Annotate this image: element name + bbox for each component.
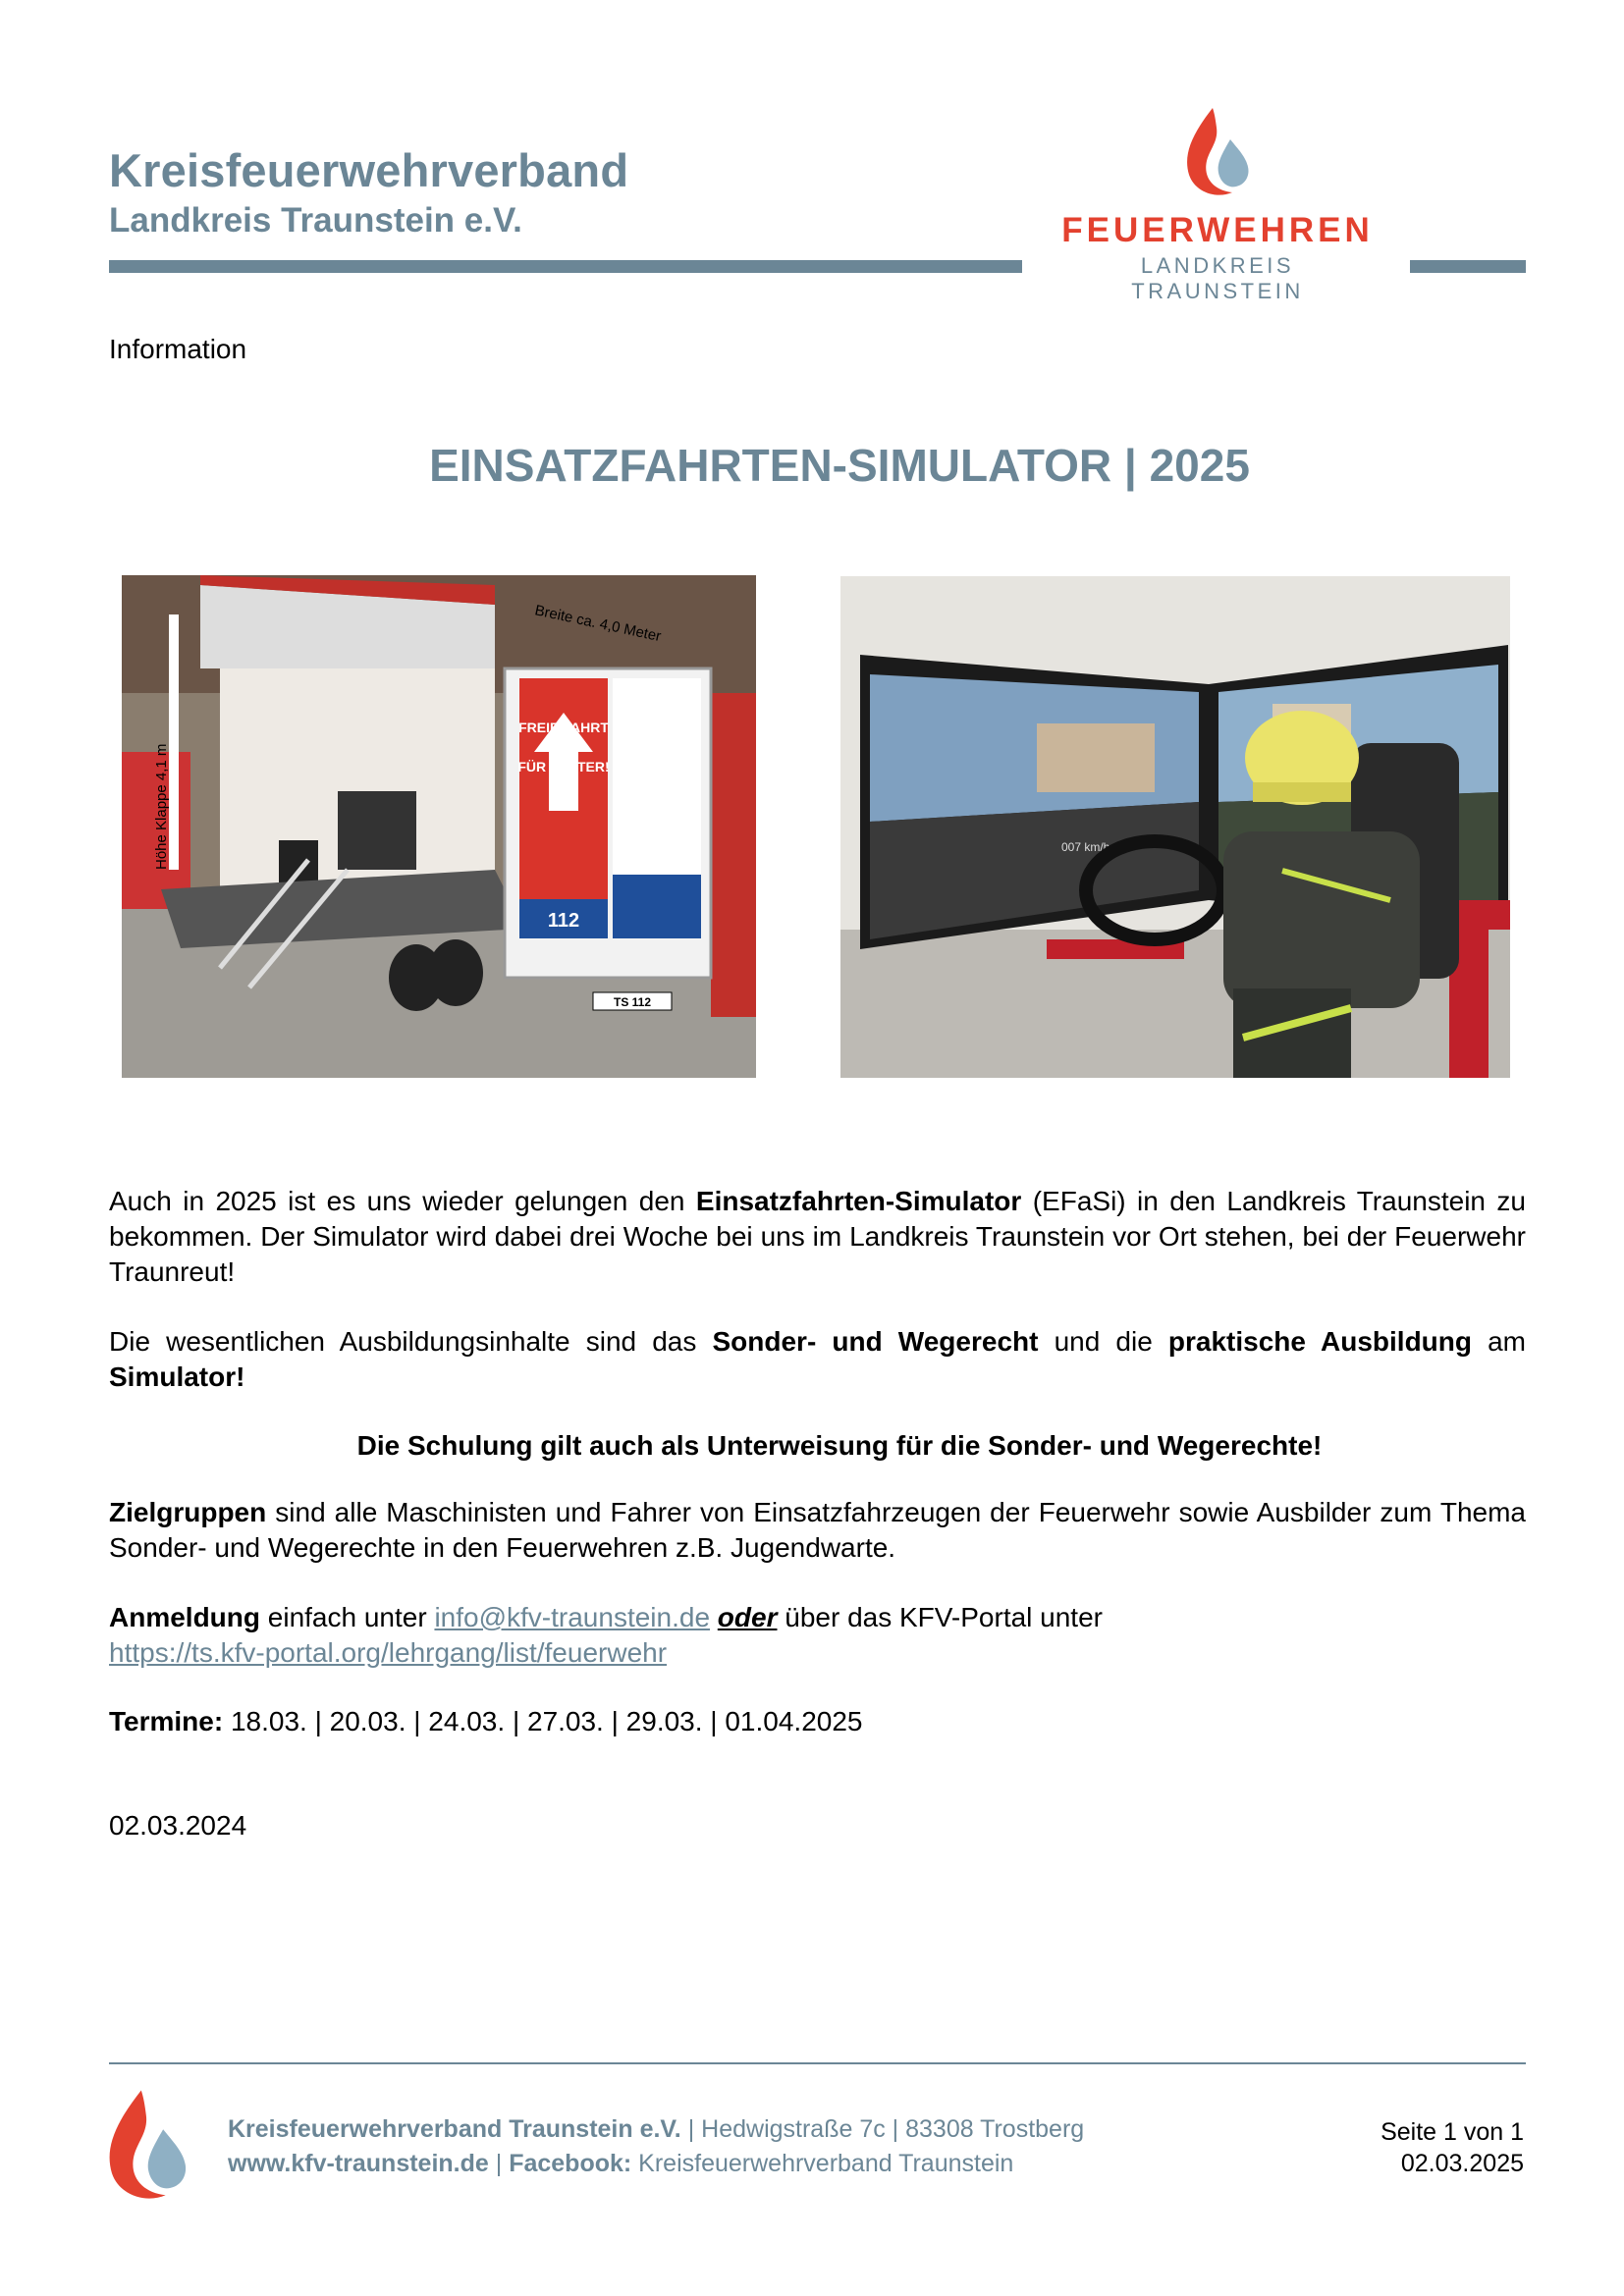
training-text-1: Die wesentlichen Ausbildungsinhalte sind das bbox=[109, 1326, 713, 1357]
page-number: Seite 1 von 1 bbox=[1380, 2118, 1524, 2146]
document-date: 02.03.2024 bbox=[109, 1810, 247, 1841]
target-groups-text: sind alle Maschinisten und Fahrer von Einsatzfahrzeugen der Feuerwehr sowie Ausbilder zum Thema Sonder- und Wegerechte in den Feuerwehren z.B. Jugendwarte. bbox=[109, 1497, 1526, 1563]
flame-drop-logo-icon bbox=[1183, 106, 1252, 199]
height-dimension-label: Höhe Klappe 4,1 m bbox=[153, 743, 170, 870]
photo-simulator-trailer bbox=[122, 575, 756, 1078]
training-text-2: und die bbox=[1038, 1326, 1168, 1357]
paragraph-registration bbox=[109, 1600, 1526, 1671]
training-bold-3: Simulator! bbox=[109, 1362, 245, 1392]
footer-org-name: Kreisfeuerwehrverband Traunstein e.V. bbox=[228, 2115, 681, 2143]
paragraph-highlight: Die Schulung gilt auch als Unterweisung für die Sonder- und Wegerechte! bbox=[356, 1430, 1323, 1461]
training-bold-1: Sonder- und Wegerecht bbox=[712, 1326, 1039, 1357]
paragraph-target-groups bbox=[109, 1495, 1526, 1566]
footer-separator: | bbox=[488, 2150, 510, 2177]
footer-facebook-label: Facebook: bbox=[509, 2150, 632, 2177]
portal-url-link[interactable]: https://ts.kfv-portal.org/lehrgang/list/feuerwehr bbox=[109, 1637, 668, 1668]
header-rule-left bbox=[109, 260, 1022, 273]
document-title: EINSATZFAHRTEN-SIMULATOR | 2025 bbox=[429, 440, 1250, 491]
training-text-3: am bbox=[1472, 1326, 1527, 1357]
footer-web bbox=[228, 2150, 1013, 2178]
target-groups-label: Zielgruppen bbox=[109, 1497, 267, 1527]
width-dimension-label: Breite ca. 4,0 Meter bbox=[533, 602, 663, 646]
footer-address-text: | Hedwigstraße 7c | 83308 Trostberg bbox=[680, 2115, 1085, 2143]
header-rule-right bbox=[1410, 260, 1526, 273]
paragraph-dates bbox=[109, 1704, 1526, 1739]
footer-flame-drop-icon bbox=[104, 2088, 190, 2204]
footer-facebook-name: Kreisfeuerwehrverband Traunstein bbox=[631, 2150, 1014, 2177]
photo-driving-simulator bbox=[840, 576, 1510, 1078]
registration-oder: oder bbox=[717, 1602, 778, 1632]
registration-text-2: über das KFV-Portal unter bbox=[777, 1602, 1103, 1632]
registration-label: Anmeldung bbox=[109, 1602, 260, 1632]
registration-text-1: einfach unter bbox=[260, 1602, 435, 1632]
trailer-sign-line1: FREIE FAHRT bbox=[518, 720, 609, 735]
footer-website: www.kfv-traunstein.de bbox=[228, 2150, 489, 2177]
organization-name: Kreisfeuerwehrverband bbox=[109, 144, 629, 196]
license-plate: TS 112 bbox=[613, 995, 652, 1009]
dates-label: Termine: bbox=[109, 1706, 224, 1736]
training-bold-2: praktische Ausbildung bbox=[1167, 1326, 1472, 1357]
email-link[interactable]: info@kfv-traunstein.de bbox=[434, 1602, 711, 1632]
paragraph-intro bbox=[109, 1184, 1526, 1290]
intro-bold-simulator: Einsatzfahrten-Simulator bbox=[695, 1186, 1022, 1216]
dates-list: 18.03. | 20.03. | 24.03. | 27.03. | 29.03. | 01.04.2025 bbox=[223, 1706, 863, 1736]
logo-subtitle: LANDKREIS TRAUNSTEIN bbox=[1131, 253, 1304, 303]
paragraph-training-content bbox=[109, 1324, 1526, 1395]
footer-date: 02.03.2025 bbox=[1400, 2150, 1524, 2177]
trailer-sign-line2: FÜR RETTER! bbox=[517, 759, 610, 774]
intro-text-1: Auch in 2025 ist es uns wieder gelungen den bbox=[109, 1186, 696, 1216]
document-type-label: Information bbox=[109, 334, 247, 364]
simulator-speed-readout: 007 km/h bbox=[1061, 840, 1110, 854]
logo-wordmark: FEUERWEHREN bbox=[1061, 211, 1374, 249]
footer-address bbox=[228, 2115, 1084, 2144]
trailer-phone-number: 112 bbox=[547, 910, 580, 932]
organization-subtitle: Landkreis Traunstein e.V. bbox=[109, 201, 522, 240]
footer-rule bbox=[109, 2062, 1526, 2064]
intro-text-2: (EFaSi) in den Landkreis Traunstein zu bekommen. Der Simulator wird dabei drei Woche bei uns im Landkreis Traunstein vor Ort stehen, bei der Feuerwehr Traunreut! bbox=[109, 1186, 1526, 1287]
